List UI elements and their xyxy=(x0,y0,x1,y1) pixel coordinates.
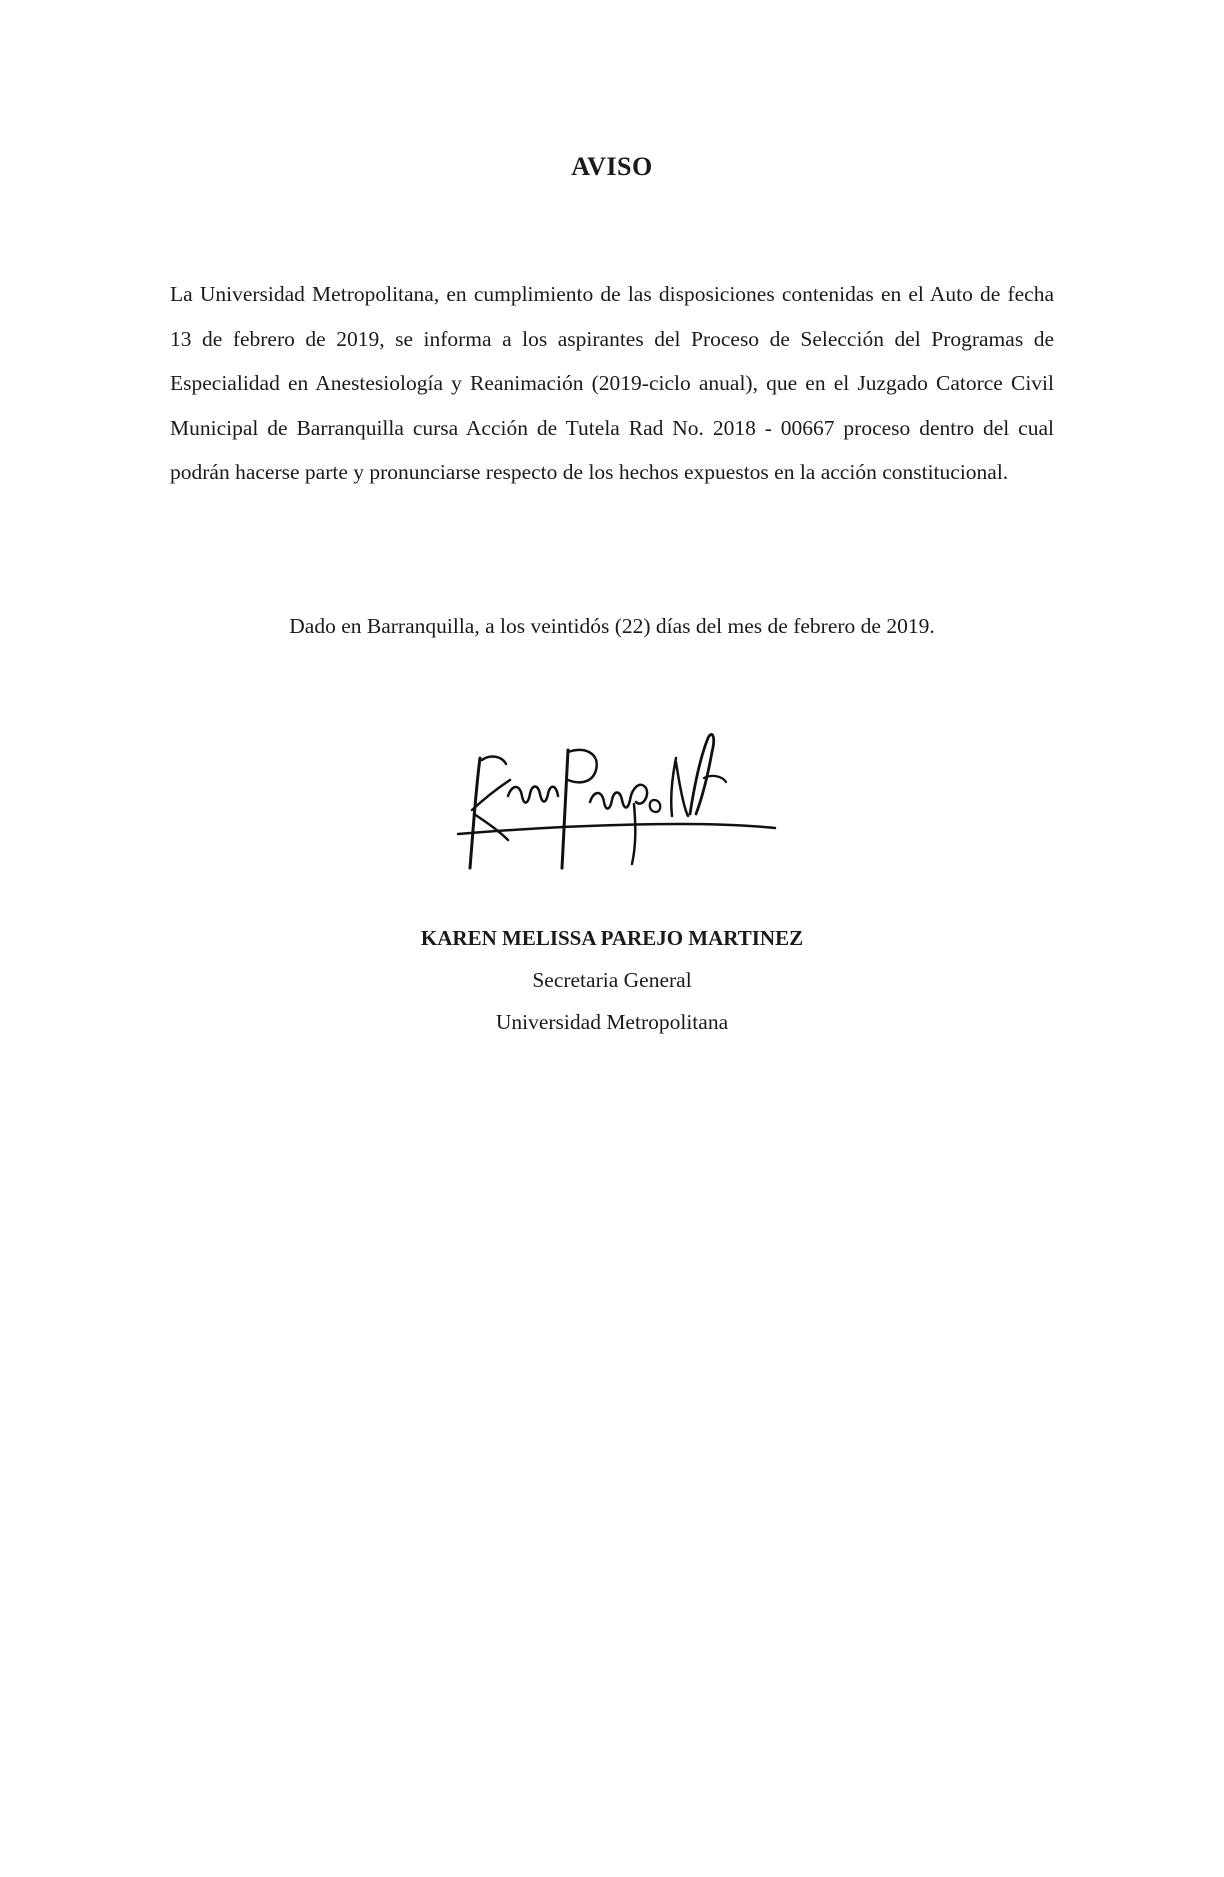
signer-name: KAREN MELISSA PAREJO MARTINEZ xyxy=(420,926,804,950)
closing-line: Dado en Barranquilla, a los veintidós (22) días del mes de febrero de 2019. xyxy=(289,614,935,638)
signer-organization: Universidad Metropolitana xyxy=(495,1010,729,1034)
signature-icon xyxy=(450,718,780,888)
document-title: AVISO xyxy=(571,152,653,181)
body-paragraph: La Universidad Metropolitana, en cumplimiento de las disposiciones contenidas en el Auto de fecha 13 de febrero de 2019, se informa a los aspirantes del Proceso de Selección del Programas de Especialidad en Anestesiología y Reanimación (2019-ciclo anual), que en el Juzgado Catorce Civil Municipal de Barranquilla cursa Acción de Tutela Rad No. 2018 - 00667 proceso dentro del cual podrán hacerse parte y pronunciarse respecto de los hechos expuestos en la acción constitucional. xyxy=(170,282,1054,484)
signer-role: Secretaria General xyxy=(532,968,692,992)
